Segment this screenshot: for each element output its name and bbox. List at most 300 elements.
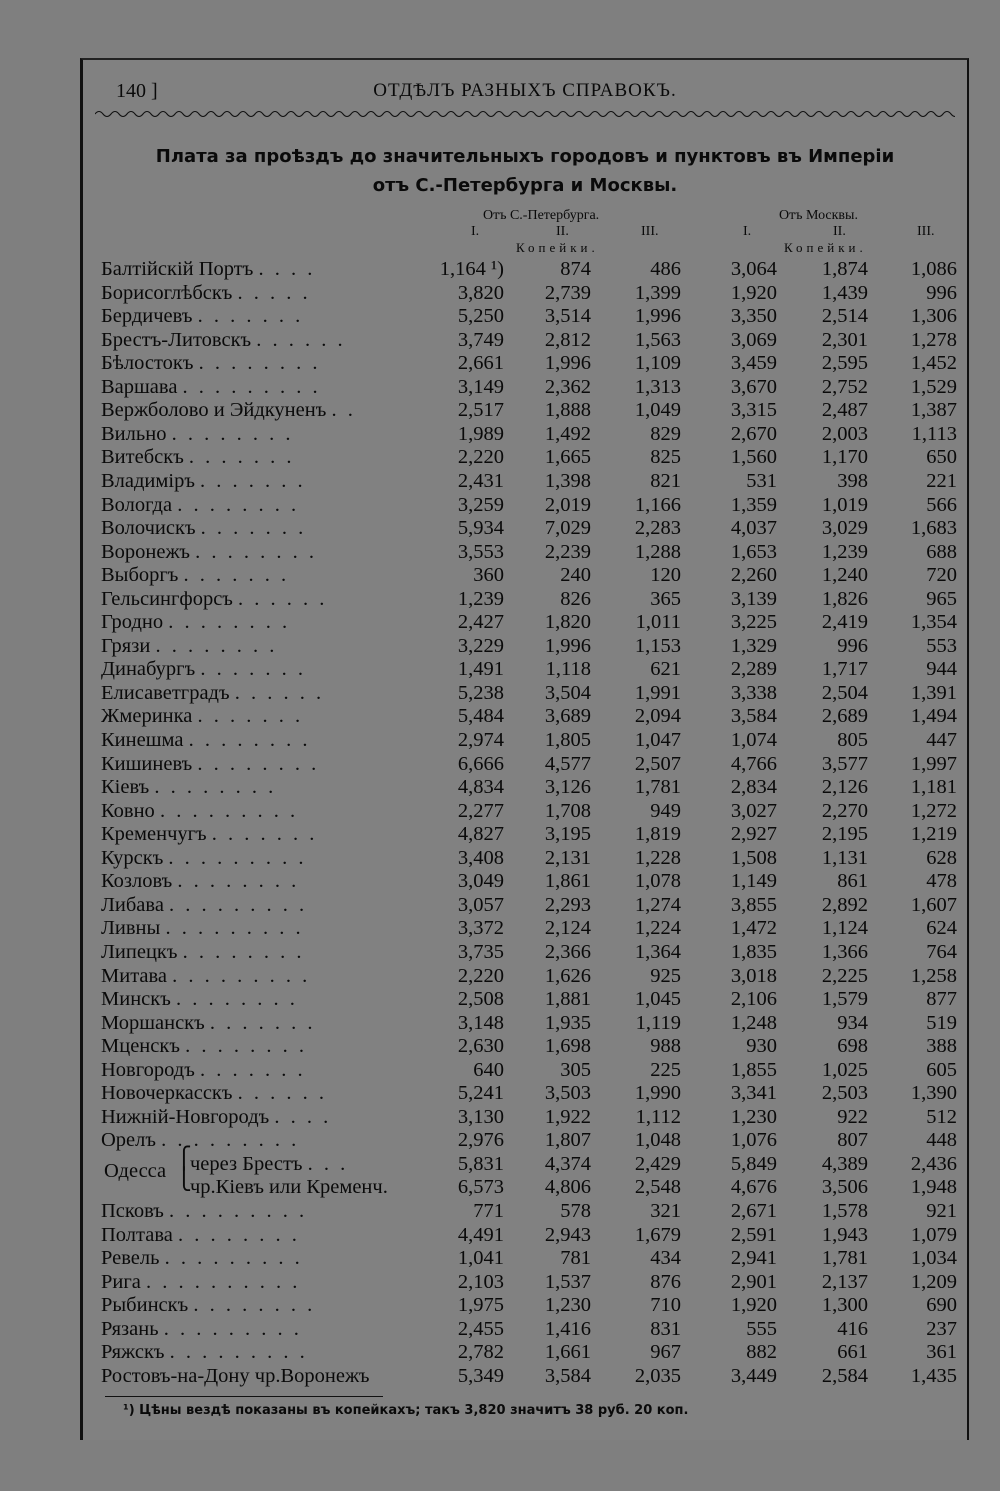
fare-cell: 3,341 bbox=[730, 1082, 777, 1105]
row-label bbox=[101, 588, 327, 611]
running-header bbox=[83, 80, 967, 110]
fare-cell: 2,630 bbox=[457, 1035, 504, 1058]
fare-cell: 447 bbox=[926, 729, 957, 751]
fare-cell: 3,225 bbox=[730, 611, 777, 634]
fare-cell: 1,048 bbox=[634, 1129, 681, 1152]
fare-cell: 650 bbox=[926, 446, 957, 469]
row-city: Кишиневъ bbox=[101, 752, 193, 775]
fare-cell: 2,503 bbox=[821, 1082, 868, 1105]
fare-cell: 1,272 bbox=[910, 799, 957, 822]
table-row bbox=[83, 1294, 967, 1318]
fare-cell: 2,362 bbox=[544, 375, 591, 398]
fare-cell: 519 bbox=[926, 1011, 957, 1034]
leader-dots: . . . . . . . bbox=[211, 823, 318, 846]
row-city: Ливны bbox=[101, 917, 161, 940]
fare-cell: 6,573 bbox=[457, 1176, 504, 1199]
row-label bbox=[101, 494, 299, 517]
fare-cell: 398 bbox=[837, 469, 868, 492]
row-city: Балтійскій Портъ bbox=[101, 258, 254, 280]
fare-cell: 4,834 bbox=[457, 776, 504, 799]
fare-cell: 2,419 bbox=[821, 611, 868, 634]
fare-cell: 1,390 bbox=[910, 1082, 957, 1105]
table-row bbox=[83, 446, 967, 470]
fare-cell: 2,752 bbox=[821, 375, 868, 398]
fare-cell: 1,149 bbox=[730, 870, 777, 893]
fare-cell: 3,139 bbox=[730, 587, 777, 610]
row-label bbox=[101, 1012, 315, 1035]
row-city: Рига bbox=[101, 1270, 141, 1293]
row-city: Кременчугъ bbox=[101, 823, 207, 846]
fare-cell: 5,484 bbox=[457, 705, 504, 728]
table-row bbox=[83, 329, 967, 353]
leader-dots: . . . . . . . bbox=[197, 705, 304, 728]
leader-dots: . . . . . . . . . . bbox=[146, 1270, 301, 1293]
fare-cell: 861 bbox=[837, 870, 868, 893]
fare-cell: 2,293 bbox=[544, 893, 591, 916]
fare-cell: 3,372 bbox=[457, 917, 504, 940]
fare-cell: 225 bbox=[650, 1058, 681, 1081]
row-city: Липецкъ bbox=[101, 940, 178, 963]
leader-dots: . . . . . . . . . bbox=[169, 1341, 308, 1364]
fare-cell: 1,166 bbox=[634, 493, 681, 516]
fare-cell: 1,359 bbox=[730, 493, 777, 516]
fare-cell: 877 bbox=[926, 988, 957, 1011]
fare-cell: 5,349 bbox=[457, 1364, 504, 1387]
fare-cell: 1,366 bbox=[821, 940, 868, 963]
fare-cell: 1,835 bbox=[730, 940, 777, 963]
row-city: Кинешма bbox=[101, 729, 184, 751]
leader-dots: . . . . . . . . bbox=[185, 1035, 307, 1058]
fare-cell: 1,626 bbox=[544, 964, 591, 987]
table-row bbox=[83, 1012, 967, 1036]
fare-cell: 1,230 bbox=[544, 1294, 591, 1317]
table-row bbox=[83, 870, 967, 894]
row-label bbox=[101, 517, 306, 540]
fare-cell: 1,807 bbox=[544, 1129, 591, 1152]
table-row bbox=[83, 753, 967, 777]
row-city: Орелъ bbox=[101, 1129, 156, 1152]
fare-cell: 4,037 bbox=[730, 517, 777, 540]
row-city: Бердичевъ bbox=[101, 305, 193, 328]
row-label bbox=[101, 1294, 315, 1317]
leader-dots: . . . . . . . . . bbox=[168, 1200, 308, 1222]
fare-cell: 2,782 bbox=[457, 1341, 504, 1364]
fare-cell: 1,049 bbox=[634, 399, 681, 422]
fare-cell: 2,003 bbox=[821, 422, 868, 445]
fare-cell: 922 bbox=[837, 1105, 868, 1128]
table-row bbox=[83, 894, 967, 918]
fare-cell: 1,560 bbox=[730, 446, 777, 469]
fare-cell: 2,195 bbox=[821, 823, 868, 846]
fare-cell: 1,329 bbox=[730, 634, 777, 657]
fare-cell: 4,577 bbox=[544, 752, 591, 775]
row-city: Елисаветградъ bbox=[101, 681, 230, 704]
fare-cell: 2,591 bbox=[730, 1223, 777, 1246]
fare-cell: 553 bbox=[926, 634, 957, 657]
fare-cell: 4,766 bbox=[730, 752, 777, 775]
leader-dots: . . bbox=[331, 399, 356, 422]
row-label bbox=[101, 446, 295, 469]
row-city: Борисоглѣбскъ bbox=[101, 281, 233, 304]
fare-cell: 3,338 bbox=[730, 681, 777, 704]
fare-cell: 2,595 bbox=[821, 352, 868, 375]
table-row bbox=[83, 517, 967, 541]
fare-cell: 388 bbox=[926, 1035, 957, 1058]
fare-cell: 434 bbox=[650, 1247, 681, 1270]
leader-dots: . . . . . . . . . bbox=[159, 799, 299, 822]
fare-cell: 826 bbox=[560, 587, 591, 610]
leader-dots: . . . . . . . bbox=[188, 446, 295, 469]
fare-cell: 2,220 bbox=[457, 446, 504, 469]
fare-cell: 1,113 bbox=[911, 422, 957, 445]
fare-cell: 360 bbox=[473, 564, 504, 587]
row-label bbox=[101, 611, 290, 634]
row-city: Витебскъ bbox=[101, 446, 184, 469]
fare-cell: 2,137 bbox=[821, 1270, 868, 1293]
table-row bbox=[83, 965, 967, 989]
fare-cell: 720 bbox=[926, 564, 957, 587]
fare-cell: 965 bbox=[926, 587, 957, 610]
fare-cell: 478 bbox=[926, 870, 957, 893]
section-title: ОТДѢЛЪ РАЗНЫХЪ СПРАВОКЪ. bbox=[373, 80, 677, 101]
row-label bbox=[101, 847, 307, 870]
fare-cell: 3,148 bbox=[457, 1011, 504, 1034]
table-row bbox=[83, 1271, 967, 1295]
fare-cell: 5,831 bbox=[457, 1152, 504, 1175]
table-row bbox=[83, 1224, 967, 1248]
row-city: Рыбинскъ bbox=[101, 1294, 189, 1317]
fare-cell: 1,399 bbox=[634, 281, 681, 304]
moscow-units-label: Копейки. bbox=[784, 240, 867, 255]
fare-cell: 4,491 bbox=[457, 1223, 504, 1246]
fare-cell: 5,238 bbox=[457, 681, 504, 704]
table-row bbox=[83, 376, 967, 400]
row-city: Кіевъ bbox=[101, 776, 150, 799]
table-row bbox=[83, 611, 967, 635]
fare-cell: 416 bbox=[837, 1317, 868, 1340]
fare-cell: 1,888 bbox=[544, 399, 591, 422]
fare-cell: 1,034 bbox=[910, 1247, 957, 1270]
moscow-class-3: III. bbox=[917, 224, 935, 239]
fare-cell: 821 bbox=[650, 469, 681, 492]
fare-cell: 3,408 bbox=[457, 846, 504, 869]
leader-dots: . . . bbox=[307, 1152, 349, 1175]
table-row bbox=[83, 494, 967, 518]
row-city: Митава bbox=[101, 964, 168, 987]
footnote: ¹) Цѣны вездѣ показаны въ копейкахъ; такъ 3,820 значитъ 38 руб. 20 коп. bbox=[123, 1403, 689, 1418]
table-row bbox=[83, 1341, 967, 1365]
fare-cell: 512 bbox=[926, 1105, 957, 1128]
fare-cell: 1,943 bbox=[821, 1223, 868, 1246]
fare-cell: 1,228 bbox=[634, 846, 681, 869]
fare-cell: 2,094 bbox=[634, 705, 681, 728]
row-city: Вержболово и Эйдкуненъ bbox=[101, 399, 327, 422]
fare-cell: 1,491 bbox=[457, 658, 504, 681]
fare-cell: 1,045 bbox=[634, 988, 681, 1011]
fare-cell: 1,537 bbox=[544, 1270, 591, 1293]
row-label bbox=[101, 1224, 300, 1247]
row-label bbox=[101, 1247, 303, 1270]
fare-cell: 2,131 bbox=[544, 846, 591, 869]
row-label bbox=[101, 988, 298, 1011]
fare-cell: 448 bbox=[926, 1129, 957, 1152]
leader-dots: . . . . . . . . bbox=[155, 634, 278, 657]
table-row bbox=[83, 1082, 967, 1106]
fare-cell: 1,313 bbox=[634, 375, 681, 398]
row-label bbox=[101, 376, 321, 399]
fare-cell: 624 bbox=[926, 917, 957, 940]
row-label bbox=[101, 1035, 307, 1058]
fare-cell: 1,086 bbox=[910, 258, 957, 280]
table-row bbox=[83, 423, 967, 447]
fare-cell: 2,366 bbox=[544, 940, 591, 963]
leader-dots: . . . . bbox=[258, 258, 316, 280]
fare-cell: 1,274 bbox=[634, 893, 681, 916]
fare-cell: 628 bbox=[926, 846, 957, 869]
row-city: Ковно bbox=[101, 799, 155, 822]
fare-cell: 2,508 bbox=[457, 988, 504, 1011]
table-row bbox=[83, 988, 967, 1012]
leader-dots: . . . . . . . . . bbox=[165, 917, 304, 940]
row-label bbox=[101, 329, 346, 352]
fare-cell: 1,025 bbox=[821, 1058, 868, 1081]
leader-dots: . . . . . . bbox=[256, 328, 346, 351]
row-label bbox=[101, 352, 321, 375]
fare-cell: 1,079 bbox=[910, 1223, 957, 1246]
fare-cell: 925 bbox=[650, 964, 681, 987]
leader-dots: . . . . . . . . bbox=[197, 752, 320, 775]
fare-cell: 1,041 bbox=[457, 1247, 504, 1270]
fare-cell: 2,106 bbox=[730, 988, 777, 1011]
table-title-line-2: отъ С.-Петербурга и Москвы. bbox=[372, 175, 678, 196]
fare-cell: 365 bbox=[650, 587, 681, 610]
fare-cell: 605 bbox=[926, 1058, 957, 1081]
leader-dots: . . . . . . . . bbox=[171, 422, 294, 445]
fare-cell: 3,126 bbox=[544, 776, 591, 799]
row-label bbox=[101, 635, 277, 658]
leader-dots: . . . . . . . . . bbox=[182, 375, 321, 398]
fare-cell: 1,239 bbox=[457, 587, 504, 610]
fare-cell: 1,118 bbox=[545, 658, 591, 681]
fare-cell: 3,855 bbox=[730, 893, 777, 916]
fare-cell: 3,069 bbox=[730, 328, 777, 351]
fare-cell: 1,387 bbox=[910, 399, 957, 422]
fare-cell: 710 bbox=[650, 1294, 681, 1317]
fare-cell: 3,259 bbox=[457, 493, 504, 516]
row-city: Псковъ bbox=[101, 1200, 164, 1222]
fare-cell: 829 bbox=[650, 422, 681, 445]
fare-cell: 4,389 bbox=[821, 1152, 868, 1175]
fare-cell: 1,855 bbox=[730, 1058, 777, 1081]
fare-cell: 2,277 bbox=[457, 799, 504, 822]
leader-dots: . . . . bbox=[274, 1105, 332, 1128]
row-city: Гродно bbox=[101, 611, 164, 634]
fare-cell: 2,270 bbox=[821, 799, 868, 822]
fare-cell: 3,049 bbox=[457, 870, 504, 893]
fare-cell: 3,459 bbox=[730, 352, 777, 375]
fare-cell: 831 bbox=[650, 1317, 681, 1340]
fare-cell: 5,250 bbox=[457, 305, 504, 328]
table-row bbox=[83, 564, 967, 588]
row-label bbox=[101, 1129, 299, 1152]
leader-dots: . . . . . . . . bbox=[193, 1294, 316, 1317]
table-row bbox=[83, 588, 967, 612]
fare-cell: 5,241 bbox=[457, 1082, 504, 1105]
fare-cell: 4,374 bbox=[544, 1152, 591, 1175]
row-city: Козловъ bbox=[101, 870, 173, 893]
fare-cell: 1,874 bbox=[821, 258, 868, 280]
fare-cell: 1,922 bbox=[544, 1105, 591, 1128]
fare-cell: 2,661 bbox=[457, 352, 504, 375]
leader-dots: . . . . . . . bbox=[200, 469, 306, 492]
fare-cell: 1,508 bbox=[730, 846, 777, 869]
row-label bbox=[101, 423, 293, 446]
fare-cell: 2,812 bbox=[544, 328, 591, 351]
fare-cell: 1,109 bbox=[634, 352, 681, 375]
fare-cell: 1,805 bbox=[544, 729, 591, 751]
fare-cell: 2,220 bbox=[457, 964, 504, 987]
leader-dots: . . . . . . . . . bbox=[161, 1129, 300, 1152]
row-city: Рязань bbox=[101, 1317, 159, 1340]
spb-class-1: I. bbox=[471, 224, 480, 239]
table-row bbox=[83, 282, 967, 306]
fare-cell: 2,943 bbox=[544, 1223, 591, 1246]
leader-dots: . . . . . . . bbox=[200, 517, 307, 540]
row-city: Новочеркасскъ bbox=[101, 1082, 233, 1105]
fare-cell: 3,670 bbox=[730, 375, 777, 398]
row-label bbox=[101, 1365, 369, 1388]
fare-cell: 5,934 bbox=[457, 517, 504, 540]
fare-cell: 3,029 bbox=[821, 517, 868, 540]
fare-cell: 1,996 bbox=[544, 352, 591, 375]
table-row bbox=[83, 470, 967, 494]
fare-cell: 688 bbox=[926, 540, 957, 563]
row-city: Грязи bbox=[101, 634, 151, 657]
fare-cell: 1,153 bbox=[634, 634, 681, 657]
fare-cell: 2,689 bbox=[821, 705, 868, 728]
fare-cell: 2,427 bbox=[457, 611, 504, 634]
fare-cell: 3,584 bbox=[544, 1364, 591, 1387]
row-label bbox=[101, 1106, 331, 1129]
fare-cell: 3,229 bbox=[457, 634, 504, 657]
fare-cell: 1,398 bbox=[544, 469, 591, 492]
fare-cell: 1,679 bbox=[634, 1223, 681, 1246]
row-city: Минскъ bbox=[101, 988, 171, 1011]
fare-cell: 361 bbox=[926, 1341, 957, 1364]
fare-cell: 1,492 bbox=[544, 422, 591, 445]
leader-dots: . . . . . . . bbox=[209, 1011, 316, 1034]
fare-cell: 1,826 bbox=[821, 587, 868, 610]
fare-cell: 2,225 bbox=[821, 964, 868, 987]
row-label bbox=[101, 1341, 308, 1364]
fare-cell: 1,578 bbox=[821, 1200, 868, 1222]
fare-cell: 3,506 bbox=[821, 1176, 868, 1199]
fare-cell: 2,507 bbox=[634, 752, 681, 775]
fare-cell: 305 bbox=[560, 1058, 591, 1081]
leader-dots: . . . . . . . . . bbox=[168, 846, 307, 869]
fare-cell: 882 bbox=[746, 1341, 777, 1364]
fare-cell: 2,739 bbox=[544, 281, 591, 304]
fare-cell: 921 bbox=[926, 1200, 957, 1222]
row-label bbox=[101, 705, 303, 728]
fare-cell: 1,306 bbox=[910, 305, 957, 328]
fare-cell: 1,181 bbox=[910, 776, 957, 799]
fare-cell: 1,074 bbox=[730, 729, 777, 751]
fare-cell: 1,781 bbox=[634, 776, 681, 799]
fare-cell: 1,698 bbox=[544, 1035, 591, 1058]
row-city: Ревель bbox=[101, 1247, 160, 1270]
fare-cell: 1,881 bbox=[544, 988, 591, 1011]
row-city: Ряжскъ bbox=[101, 1341, 165, 1364]
leader-dots: . . . . . . . . bbox=[177, 870, 300, 893]
table-row bbox=[83, 847, 967, 871]
fare-cell: 1,819 bbox=[634, 823, 681, 846]
row-city: Моршанскъ bbox=[101, 1011, 205, 1034]
fare-cell: 3,577 bbox=[821, 752, 868, 775]
leader-dots: . . . . . bbox=[237, 281, 311, 304]
table-title bbox=[83, 142, 967, 200]
row-label bbox=[101, 305, 303, 328]
fare-cell: 4,676 bbox=[730, 1176, 777, 1199]
leader-dots: . . . . . . bbox=[237, 1082, 327, 1105]
fare-cell: 807 bbox=[837, 1129, 868, 1152]
table-row bbox=[83, 1153, 967, 1177]
fare-cell: 996 bbox=[837, 634, 868, 657]
fare-cell: 3,018 bbox=[730, 964, 777, 987]
fare-cell: 1,920 bbox=[730, 281, 777, 304]
spb-class-3: III. bbox=[641, 224, 659, 239]
fare-cell: 1,920 bbox=[730, 1294, 777, 1317]
leader-dots: . . . . . . . . bbox=[168, 611, 291, 634]
fare-cell: 1,131 bbox=[821, 846, 868, 869]
fare-cell: 2,514 bbox=[821, 305, 868, 328]
fare-cell: 3,749 bbox=[457, 328, 504, 351]
fare-cell: 1,278 bbox=[910, 328, 957, 351]
fare-cell: 2,126 bbox=[821, 776, 868, 799]
fare-cell: 531 bbox=[746, 469, 777, 492]
leader-dots: . . . . . . bbox=[234, 681, 325, 704]
fare-cell: 1,563 bbox=[634, 328, 681, 351]
row-label bbox=[101, 800, 298, 823]
row-label bbox=[101, 894, 307, 917]
fare-cell: 2,517 bbox=[457, 399, 504, 422]
fare-cell: 1,781 bbox=[821, 1247, 868, 1270]
fare-cell: 1,989 bbox=[457, 422, 504, 445]
fare-cell: 2,834 bbox=[730, 776, 777, 799]
fare-cell: 988 bbox=[650, 1035, 681, 1058]
fare-cell: 874 bbox=[560, 258, 591, 280]
table-row bbox=[83, 917, 967, 941]
fare-cell: 996 bbox=[926, 281, 957, 304]
footnote-rule bbox=[105, 1396, 383, 1397]
leader-dots: . . . . . . . . bbox=[177, 1223, 300, 1246]
fare-cell: 1,653 bbox=[730, 540, 777, 563]
fare-cell: 1,170 bbox=[821, 446, 868, 469]
wavy-rule bbox=[95, 109, 955, 119]
odessa-brace-top: ⎧ bbox=[176, 1146, 192, 1170]
fare-cell: 2,927 bbox=[730, 823, 777, 846]
fare-cell: 1,820 bbox=[544, 611, 591, 634]
fare-cell: 2,584 bbox=[821, 1364, 868, 1387]
fare-cell: 2,124 bbox=[544, 917, 591, 940]
row-label bbox=[101, 1082, 327, 1105]
fare-cell: 221 bbox=[926, 469, 957, 492]
fare-cell: 1,997 bbox=[910, 752, 957, 775]
fare-cell: 2,504 bbox=[821, 681, 868, 704]
table-row bbox=[83, 658, 967, 682]
fare-cell: 3,449 bbox=[730, 1364, 777, 1387]
fare-cell: 967 bbox=[650, 1341, 681, 1364]
